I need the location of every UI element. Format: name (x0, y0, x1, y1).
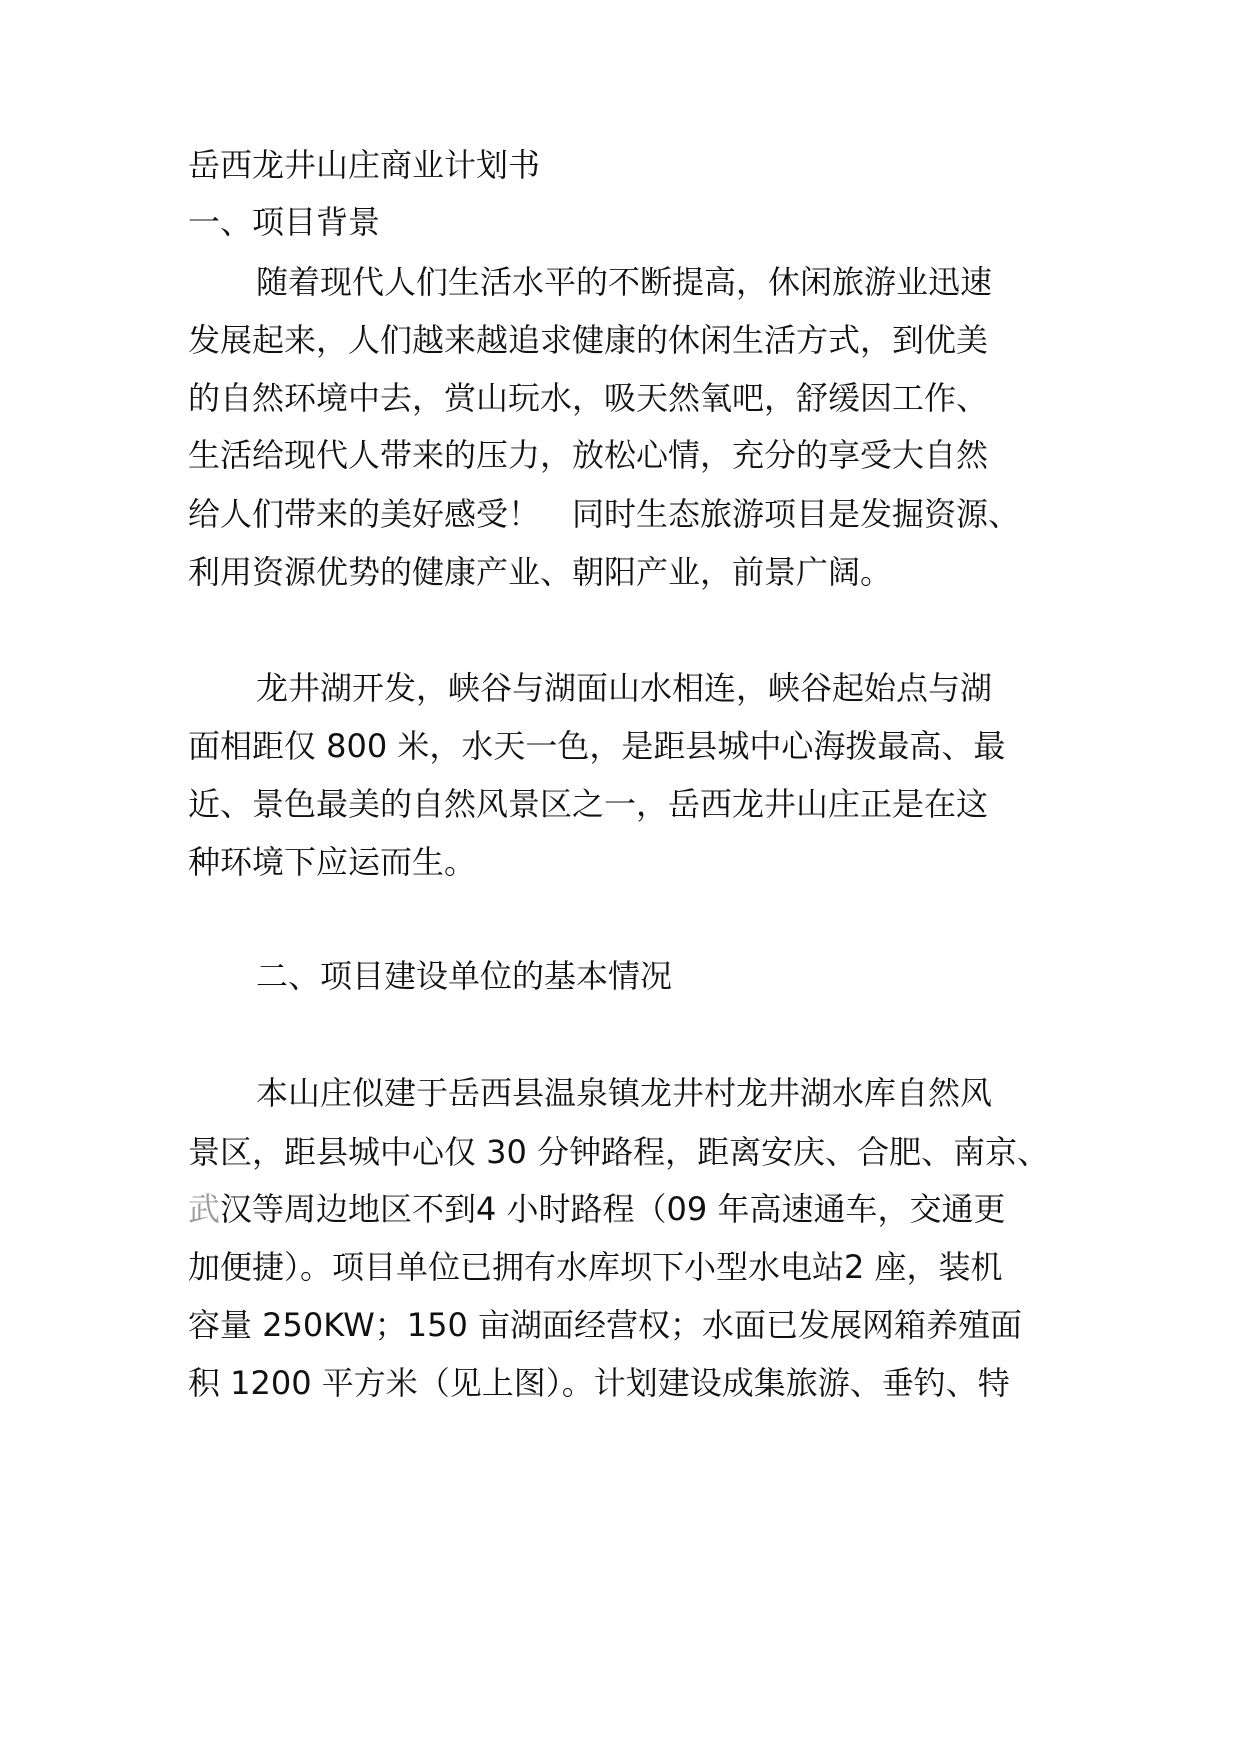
paragraph-line: 近、景色最美的自然风景区之一，岳西龙井山庄正是在这 (188, 785, 989, 823)
paragraph-line: 给人们带来的美好感受！ 同时生态旅游项目是发掘资源、 (188, 495, 1021, 533)
paragraph-line: 的自然环境中去，赏山玩水，吸天然氧吧，舒缓因工作、 (188, 379, 989, 417)
paragraph-line: 利用资源优势的健康产业、朝阳产业，前景广阔。 (188, 553, 893, 591)
paragraph-line: 面相距仅 800 米，水天一色，是距县城中心海拨最高、最 (188, 727, 1006, 765)
paragraph-line: 种环境下应运而生。 (188, 843, 477, 881)
paragraph-line: 容量 250KW；150 亩湖面经营权；水面已发展网箱养殖面 (188, 1306, 1022, 1344)
document-title: 岳西龙井山庄商业计划书 (188, 146, 541, 184)
section-heading-organization: 二、项目建设单位的基本情况 (256, 957, 673, 995)
paragraph-line (188, 1189, 1005, 1229)
paragraph-line: 景区，距县城中心仅 30 分钟路程，距离安庆、合肥、南京、 (188, 1133, 1050, 1171)
section-heading-background: 一、项目背景 (188, 203, 381, 241)
paragraph-line: 龙井湖开发，峡谷与湖面山水相连，峡谷起始点与湖 (256, 669, 993, 707)
paragraph-line: 本山庄似建于岳西县温泉镇龙井村龙井湖水库自然风 (256, 1074, 993, 1112)
paragraph-line: 随着现代人们生活水平的不断提高，休闲旅游业迅速 (256, 263, 993, 301)
paragraph-line: 积 1200 平方米（见上图）。计划建设成集旅游、垂钓、特 (188, 1364, 1010, 1402)
paragraph-line: 生活给现代人带来的压力，放松心情，充分的享受大自然 (188, 436, 989, 474)
faded-character: 武 (188, 1190, 221, 1228)
paragraph-line: 加便捷）。项目单位已拥有水库坝下小型水电站2 座，装机 (188, 1248, 1003, 1286)
paragraph-line: 发展起来，人们越来越追求健康的休闲生活方式，到优美 (188, 321, 989, 359)
paragraph-line-text: 汉等周边地区不到4 小时路程（09 年高速通车，交通更 (220, 1190, 1006, 1228)
